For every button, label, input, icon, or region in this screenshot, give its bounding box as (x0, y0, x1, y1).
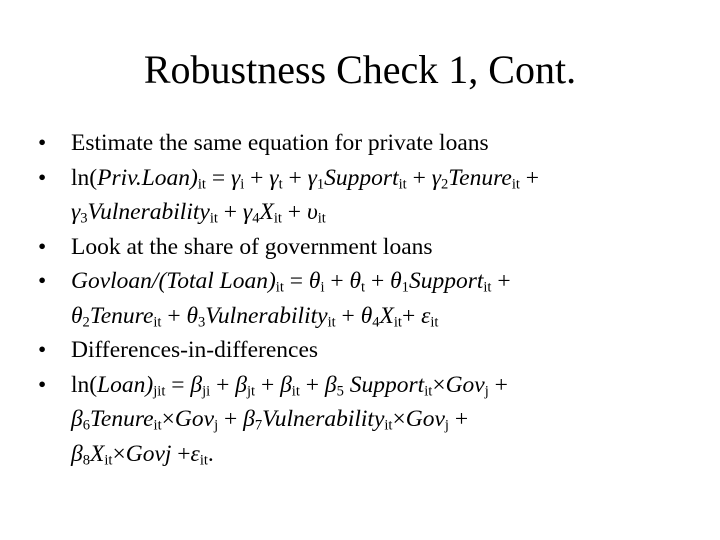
equation-subscript: 4 (372, 314, 380, 331)
equation-term: Support (324, 164, 399, 191)
equation-subscript: it (430, 314, 439, 331)
equation-subscript: j (444, 417, 449, 434)
equation-term: β (71, 406, 83, 432)
equation-subscript: t (361, 279, 366, 296)
slide-title: Robustness Check 1, Cont. (143, 47, 577, 92)
equation-term: γ (71, 199, 81, 225)
equation-term: γ (307, 164, 317, 191)
equation-term: + (217, 199, 243, 225)
equation-subscript: ji (202, 383, 211, 400)
equation-term: θ (349, 268, 362, 294)
equation-term: Gov (174, 406, 215, 432)
equation-term: . (207, 440, 214, 467)
equation-govloan-share (71, 268, 511, 329)
equation-subscript: it (393, 314, 402, 331)
equation-term: Vulnerability (87, 199, 210, 225)
equation-subscript: it (275, 279, 284, 296)
equation-term: β (324, 371, 337, 398)
bullet-text: Differences-in-differences (71, 337, 319, 363)
bullet-list (38, 126, 710, 471)
equation-subscript: 2 (82, 314, 90, 331)
equation-subscript: jt (246, 383, 256, 400)
equation-term: Govj (125, 440, 172, 467)
equation-subscript: jit (153, 383, 166, 400)
equation-term: + (491, 268, 511, 294)
equation-term: X (90, 440, 105, 467)
equation-term: + (324, 268, 350, 294)
equation-term: Tenure (448, 164, 512, 191)
equation-term: + (488, 371, 508, 398)
equation-subscript: j (214, 417, 219, 434)
equation-term: β (243, 406, 255, 432)
equation-term: β (71, 440, 83, 467)
equation-subscript: it (199, 452, 208, 469)
equation-term: + (218, 406, 244, 432)
bullet-item (38, 230, 710, 265)
bullet-item (38, 126, 710, 161)
equation-term: × (161, 406, 175, 432)
equation-term: X (259, 199, 274, 225)
equation-private-loans (71, 165, 539, 226)
equation-term: β (190, 371, 203, 398)
equation-term: β (280, 371, 292, 398)
equation-term: × (112, 440, 126, 467)
bullet-item (38, 333, 710, 368)
bullet-icon: • (38, 164, 47, 191)
equation-term: θ (308, 268, 321, 294)
equation-term: + (519, 164, 540, 191)
equation-term: + (448, 406, 469, 432)
bullet-item (38, 264, 710, 333)
equation-term: γ (431, 164, 441, 191)
equation-subscript: 3 (80, 210, 88, 227)
equation-term: + (244, 164, 270, 191)
equation-term: = (205, 164, 231, 191)
equation-term: + (210, 371, 236, 398)
equation-term: ln( (71, 371, 98, 398)
bullet-item (38, 368, 710, 472)
bullet-item (38, 161, 710, 230)
equation-term: + (406, 164, 432, 191)
equation-subscript: it (153, 314, 162, 331)
equation-subscript: i (320, 279, 325, 296)
equation-term: ε (421, 302, 431, 329)
bullet-icon: • (38, 337, 47, 363)
equation-term: Govloan/(Total Loan) (71, 268, 276, 294)
equation-term: Priv.Loan) (97, 164, 198, 191)
equation-term: υ (306, 199, 318, 225)
bullet-icon: • (38, 233, 47, 260)
equation-term: Vulnerability (262, 406, 385, 432)
equation-subscript: it (209, 210, 218, 227)
equation-subscript: it (291, 383, 300, 400)
equation-term: + (281, 199, 307, 225)
equation-term: + (171, 440, 191, 467)
equation-subscript: 3 (198, 314, 206, 331)
equation-term: θ (71, 302, 83, 329)
equation-subscript: it (317, 210, 326, 227)
equation-subscript: j (484, 383, 489, 400)
equation-diff-in-diff (71, 372, 508, 467)
equation-subscript: it (511, 176, 520, 193)
equation-term: Tenure (89, 302, 154, 329)
equation-term: = (283, 268, 309, 294)
equation-term: γ (269, 164, 279, 191)
equation-subscript: 2 (440, 176, 449, 193)
equation-subscript: it (424, 383, 433, 400)
equation-term: Loan) (97, 371, 154, 398)
equation-subscript: 1 (316, 176, 325, 193)
equation-term: Vulnerability (205, 302, 328, 329)
equation-term: + (401, 302, 422, 329)
equation-term: = (165, 371, 191, 398)
equation-subscript: 5 (336, 383, 344, 400)
equation-term: + (161, 302, 187, 329)
equation-subscript: 1 (401, 279, 409, 296)
equation-subscript: it (384, 417, 393, 434)
equation-subscript: 4 (252, 210, 260, 227)
equation-term: X (379, 302, 394, 329)
bullet-text: Look at the share of government loans (71, 233, 433, 260)
equation-term: θ (390, 268, 402, 294)
equation-term: Tenure (90, 406, 154, 432)
equation-subscript: it (197, 176, 206, 193)
equation-subscript: it (273, 210, 282, 227)
bullet-icon: • (38, 371, 47, 398)
equation-term: ε (190, 440, 200, 467)
equation-subscript: t (278, 176, 283, 193)
equation-term: Support (343, 371, 425, 398)
bullet-icon: • (38, 268, 47, 294)
equation-term: Gov (405, 406, 445, 432)
equation-term: × (432, 371, 446, 398)
equation-term: + (255, 371, 281, 398)
equation-subscript: 8 (82, 452, 90, 469)
equation-subscript: it (327, 314, 336, 331)
equation-subscript: 6 (82, 417, 90, 434)
equation-term: ln( (71, 164, 98, 191)
equation-subscript: it (398, 176, 407, 193)
equation-term: Support (408, 268, 484, 294)
equation-term: θ (186, 302, 199, 329)
equation-subscript: it (483, 279, 492, 296)
bullet-text: Estimate the same equation for private loans (71, 130, 489, 156)
equation-term: γ (230, 164, 241, 191)
bullet-icon: • (38, 130, 47, 156)
equation-term: + (335, 302, 361, 329)
equation-term: Gov (445, 371, 485, 398)
equation-term: + (365, 268, 391, 294)
equation-term: γ (242, 199, 253, 225)
equation-subscript: 7 (254, 417, 263, 434)
equation-subscript: it (153, 417, 162, 434)
equation-subscript: it (104, 452, 113, 469)
equation-term: + (299, 371, 325, 398)
equation-term: β (235, 371, 247, 398)
equation-term: × (392, 406, 406, 432)
equation-term: + (282, 164, 308, 191)
equation-term: θ (360, 302, 373, 329)
equation-subscript: i (240, 176, 245, 193)
